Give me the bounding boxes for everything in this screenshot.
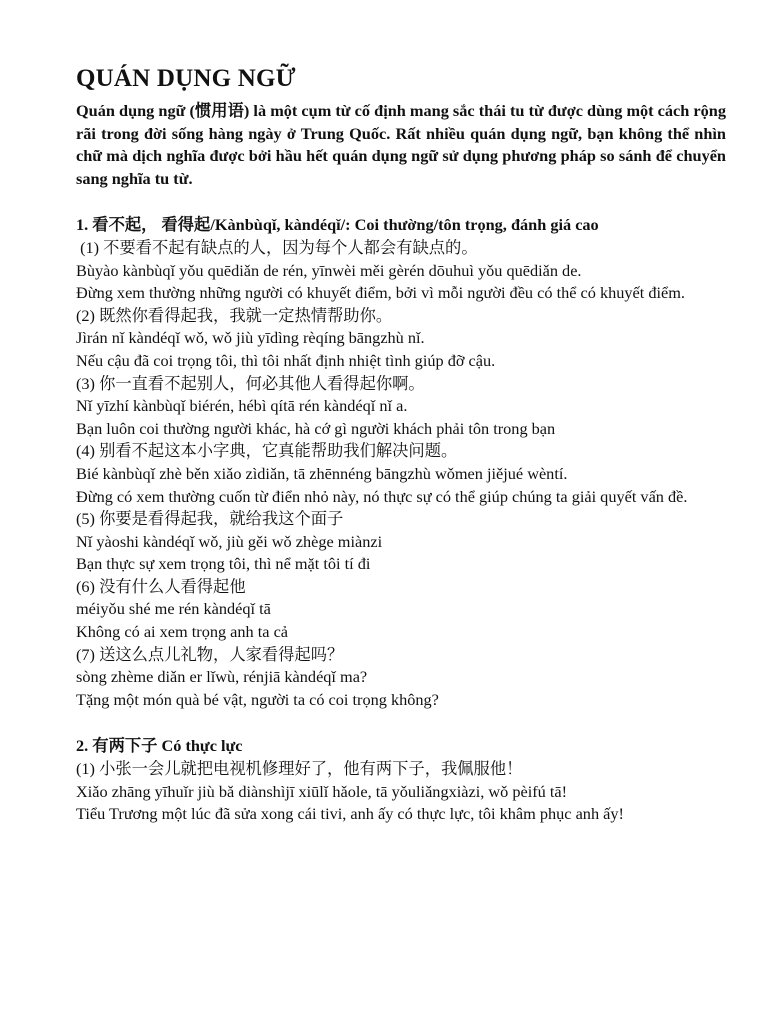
document-page bbox=[76, 62, 726, 826]
page-title: QUÁN DỤNG NGỮ bbox=[76, 65, 296, 92]
section-1-example-2 bbox=[76, 305, 726, 373]
spacer bbox=[76, 711, 726, 735]
example-chinese-line: (6) 没有什么人看得起他 bbox=[76, 576, 246, 596]
chinese-sentence: 你一直看不起别人，何必其他人看得起你啊。 bbox=[99, 373, 425, 393]
example-chinese-line: (1) 小张一会儿就把电视机修理好了，他有两下子，我佩服他！ bbox=[76, 759, 523, 779]
intro-paragraph: Quán dụng ngữ (惯用语) là một cụm từ cố định mang sắc thái tu từ được dùng một cách rộng rãi trong đời sống hàng ngày ở Trung Quốc. Rất nhiều quán dụng ngữ, bạn không thể nhìn chữ mà dịch nghĩa được bởi hầu hết quán dụng ngữ sử dụng phương pháp so sánh để chuyển sang nghĩa tu từ. bbox=[76, 101, 726, 188]
pinyin-line: Nǐ yàoshi kàndéqǐ wǒ, jiù gěi wǒ zhège miànzi bbox=[76, 531, 383, 551]
vietnamese-line: Không có ai xem trọng anh ta cả bbox=[76, 622, 289, 642]
pinyin-line: sòng zhème diǎn er lǐwù, rénjiā kàndéqǐ ma? bbox=[76, 667, 368, 687]
section-1-example-4 bbox=[76, 440, 726, 508]
pinyin-line: méiyǒu shé me rén kàndéqǐ tā bbox=[76, 599, 271, 619]
chinese-sentence: 不要看不起有缺点的人，因为每个人都会有缺点的。 bbox=[103, 237, 478, 257]
pinyin-line: Jìrán nǐ kàndéqǐ wǒ, wǒ jiù yīdìng rèqíng bāngzhù nǐ. bbox=[76, 328, 425, 348]
vietnamese-line: Bạn luôn coi thường người khác, hà cớ gì người khách phải tôn trong bạn bbox=[76, 418, 556, 438]
pinyin-line: Bié kànbùqǐ zhè běn xiǎo zìdiǎn, tā zhēnnéng bāngzhù wǒmen jiějué wèntí. bbox=[76, 463, 568, 483]
example-chinese-line: (5) 你要是看得起我，就给我这个面子 bbox=[76, 509, 344, 529]
example-chinese-line: (1) 不要看不起有缺点的人，因为每个人都会有缺点的。 bbox=[80, 237, 478, 257]
vietnamese-line: Bạn thực sự xem trọng tôi, thì nể mặt tôi tí đi bbox=[76, 554, 371, 574]
example-chinese-line: (2) 既然你看得起我，我就一定热情帮助你。 bbox=[76, 305, 393, 325]
section-2-title: 2. 有两下子 Có thực lực bbox=[76, 736, 243, 756]
chinese-sentence: 你要是看得起我，就给我这个面子 bbox=[99, 509, 344, 529]
example-chinese-line: (3) 你一直看不起别人，何必其他人看得起你啊。 bbox=[76, 373, 425, 393]
chinese-sentence: 没有什么人看得起他 bbox=[99, 576, 246, 596]
section-1-example-1 bbox=[76, 237, 726, 305]
pinyin-line: Nǐ yīzhí kànbùqǐ biérén, hébì qítā rén kàndéqǐ nǐ a. bbox=[76, 396, 408, 416]
chinese-sentence: 送这么点儿礼物，人家看得起吗？ bbox=[99, 644, 344, 664]
section-1-example-7 bbox=[76, 644, 726, 712]
section-2-example-1 bbox=[76, 758, 726, 826]
vietnamese-line: Nếu cậu đã coi trọng tôi, thì tôi nhất định nhiệt tình giúp đỡ cậu. bbox=[76, 350, 496, 370]
example-chinese-line: (7) 送这么点儿礼物，人家看得起吗？ bbox=[76, 644, 344, 664]
section-1-example-6 bbox=[76, 576, 726, 644]
vietnamese-line: Đừng xem thường những người có khuyết điểm, bởi vì mỗi người đều có thể có khuyết điểm. bbox=[76, 283, 685, 303]
pinyin-line: Xiǎo zhāng yīhuǐr jiù bǎ diànshìjī xiūlǐ hǎole, tā yǒuliǎngxiàzi, wǒ pèifú tā! bbox=[76, 781, 568, 801]
section-1-example-5 bbox=[76, 508, 726, 576]
spacer bbox=[76, 190, 726, 214]
vietnamese-line: Tiểu Trương một lúc đã sửa xong cái tivi, anh ấy có thực lực, tôi khâm phục anh ấy! bbox=[76, 804, 624, 824]
section-1-example-3 bbox=[76, 373, 726, 441]
vietnamese-line: Đừng có xem thường cuốn từ điển nhỏ này, nó thực sự có thể giúp chúng ta giải quyết vấn đề. bbox=[76, 486, 688, 506]
chinese-sentence: 别看不起这本小字典，它真能帮助我们解决问题。 bbox=[99, 441, 458, 461]
vietnamese-line: Tặng một món quà bé vật, người ta có coi trọng không? bbox=[76, 689, 439, 709]
example-chinese-line: (4) 别看不起这本小字典，它真能帮助我们解决问题。 bbox=[76, 441, 458, 461]
pinyin-line: Bùyào kànbùqǐ yǒu quēdiǎn de rén, yīnwèi měi gèrén dōuhuì yǒu quēdiǎn de. bbox=[76, 260, 582, 280]
section-1-title: 1. 看不起， 看得起/Kànbùqǐ, kàndéqǐ/: Coi thường/tôn trọng, đánh giá cao bbox=[76, 215, 599, 235]
chinese-sentence: 小张一会儿就把电视机修理好了，他有两下子，我佩服他！ bbox=[99, 759, 523, 779]
chinese-sentence: 既然你看得起我，我就一定热情帮助你。 bbox=[99, 305, 393, 325]
